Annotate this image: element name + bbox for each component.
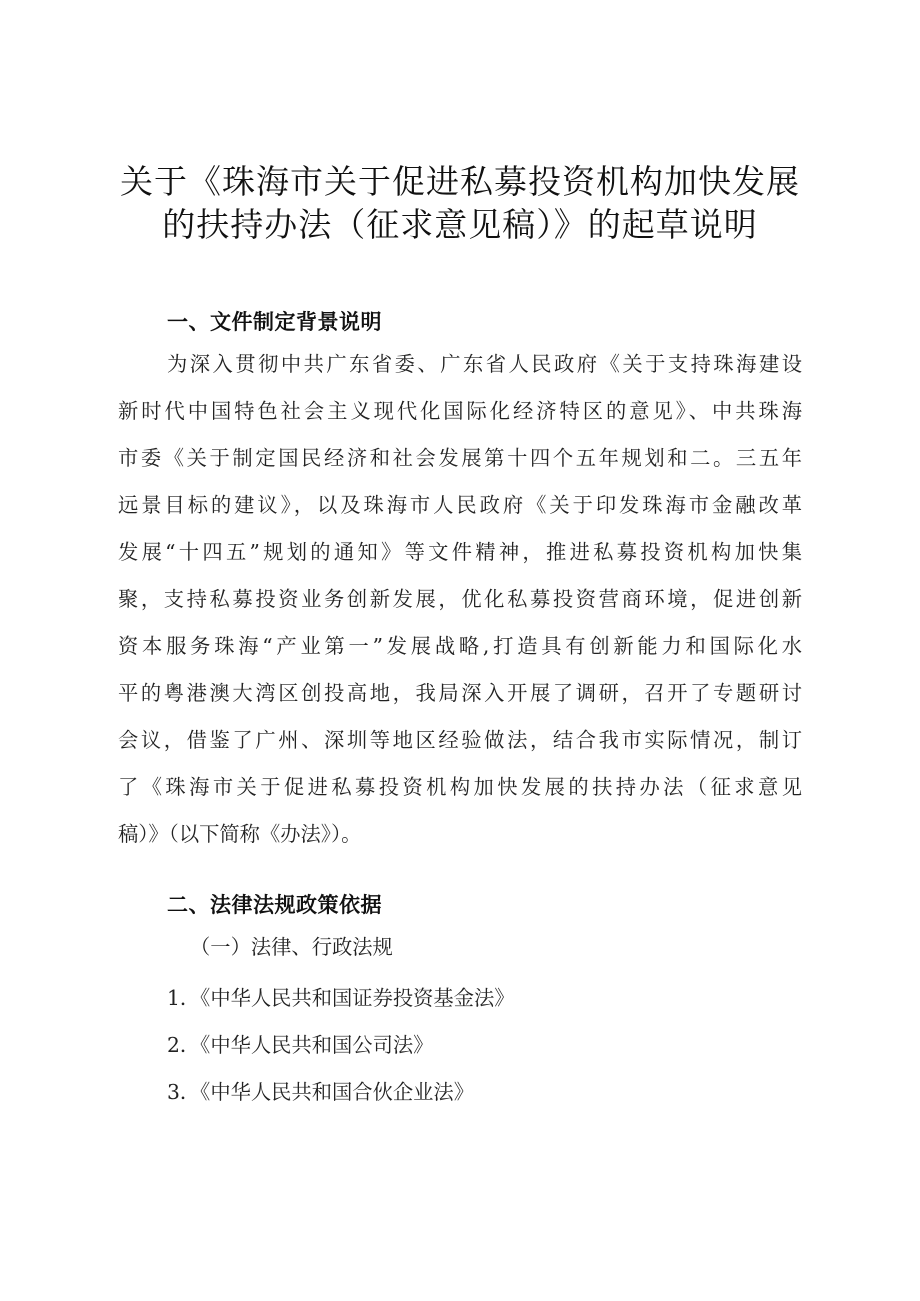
paragraph-line: 会议，借鉴了广州、深圳等地区经验做法，结合我市实际情况，制订 <box>118 728 802 752</box>
paragraph-line: 资本服务珠海“产业第一”发展战略,打造具有创新能力和国际化水 <box>118 634 802 658</box>
document-title-line-2: 的扶持办法（征求意见稿）》的起草说明 <box>162 205 758 244</box>
paragraph-line: 为深入贯彻中共广东省委、广东省人民政府《关于支持珠海建设 <box>167 352 802 376</box>
paragraph-line: 聚，支持私募投资业务创新发展，优化私募投资营商环境，促进创新 <box>118 587 802 611</box>
paragraph-line: 平的粤港澳大湾区创投高地，我局深入开展了调研，召开了专题研讨 <box>118 681 802 705</box>
list-item: 2．《中华人民共和国公司法》 <box>167 1033 434 1057</box>
paragraph-line: 稿）》（以下简称《办法》）。 <box>118 822 362 846</box>
list-item: 3．《中华人民共和国合伙企业法》 <box>167 1080 474 1104</box>
section-1-heading: 一、文件制定背景说明 <box>167 310 382 334</box>
paragraph-line: 了《珠海市关于促进私募投资机构加快发展的扶持办法（征求意见 <box>118 775 802 799</box>
list-item: 1．《中华人民共和国证券投资基金法》 <box>167 986 515 1010</box>
paragraph-line: 发展“十四五”规划的通知》等文件精神，推进私募投资机构加快集 <box>118 540 802 564</box>
section-2-heading: 二、法律法规政策依据 <box>167 893 382 917</box>
paragraph-line: 远景目标的建议》，以及珠海市人民政府《关于印发珠海市金融改革 <box>118 493 802 517</box>
paragraph-line: 市委《关于制定国民经济和社会发展第十四个五年规划和二。三五年 <box>118 446 802 470</box>
paragraph-line: 新时代中国特色社会主义现代化国际化经济特区的意见》、中共珠海 <box>118 399 802 423</box>
document-title-line-1: 关于《珠海市关于促进私募投资机构加快发展 <box>120 162 800 201</box>
section-2-subheading: （一）法律、行政法规 <box>190 935 393 959</box>
